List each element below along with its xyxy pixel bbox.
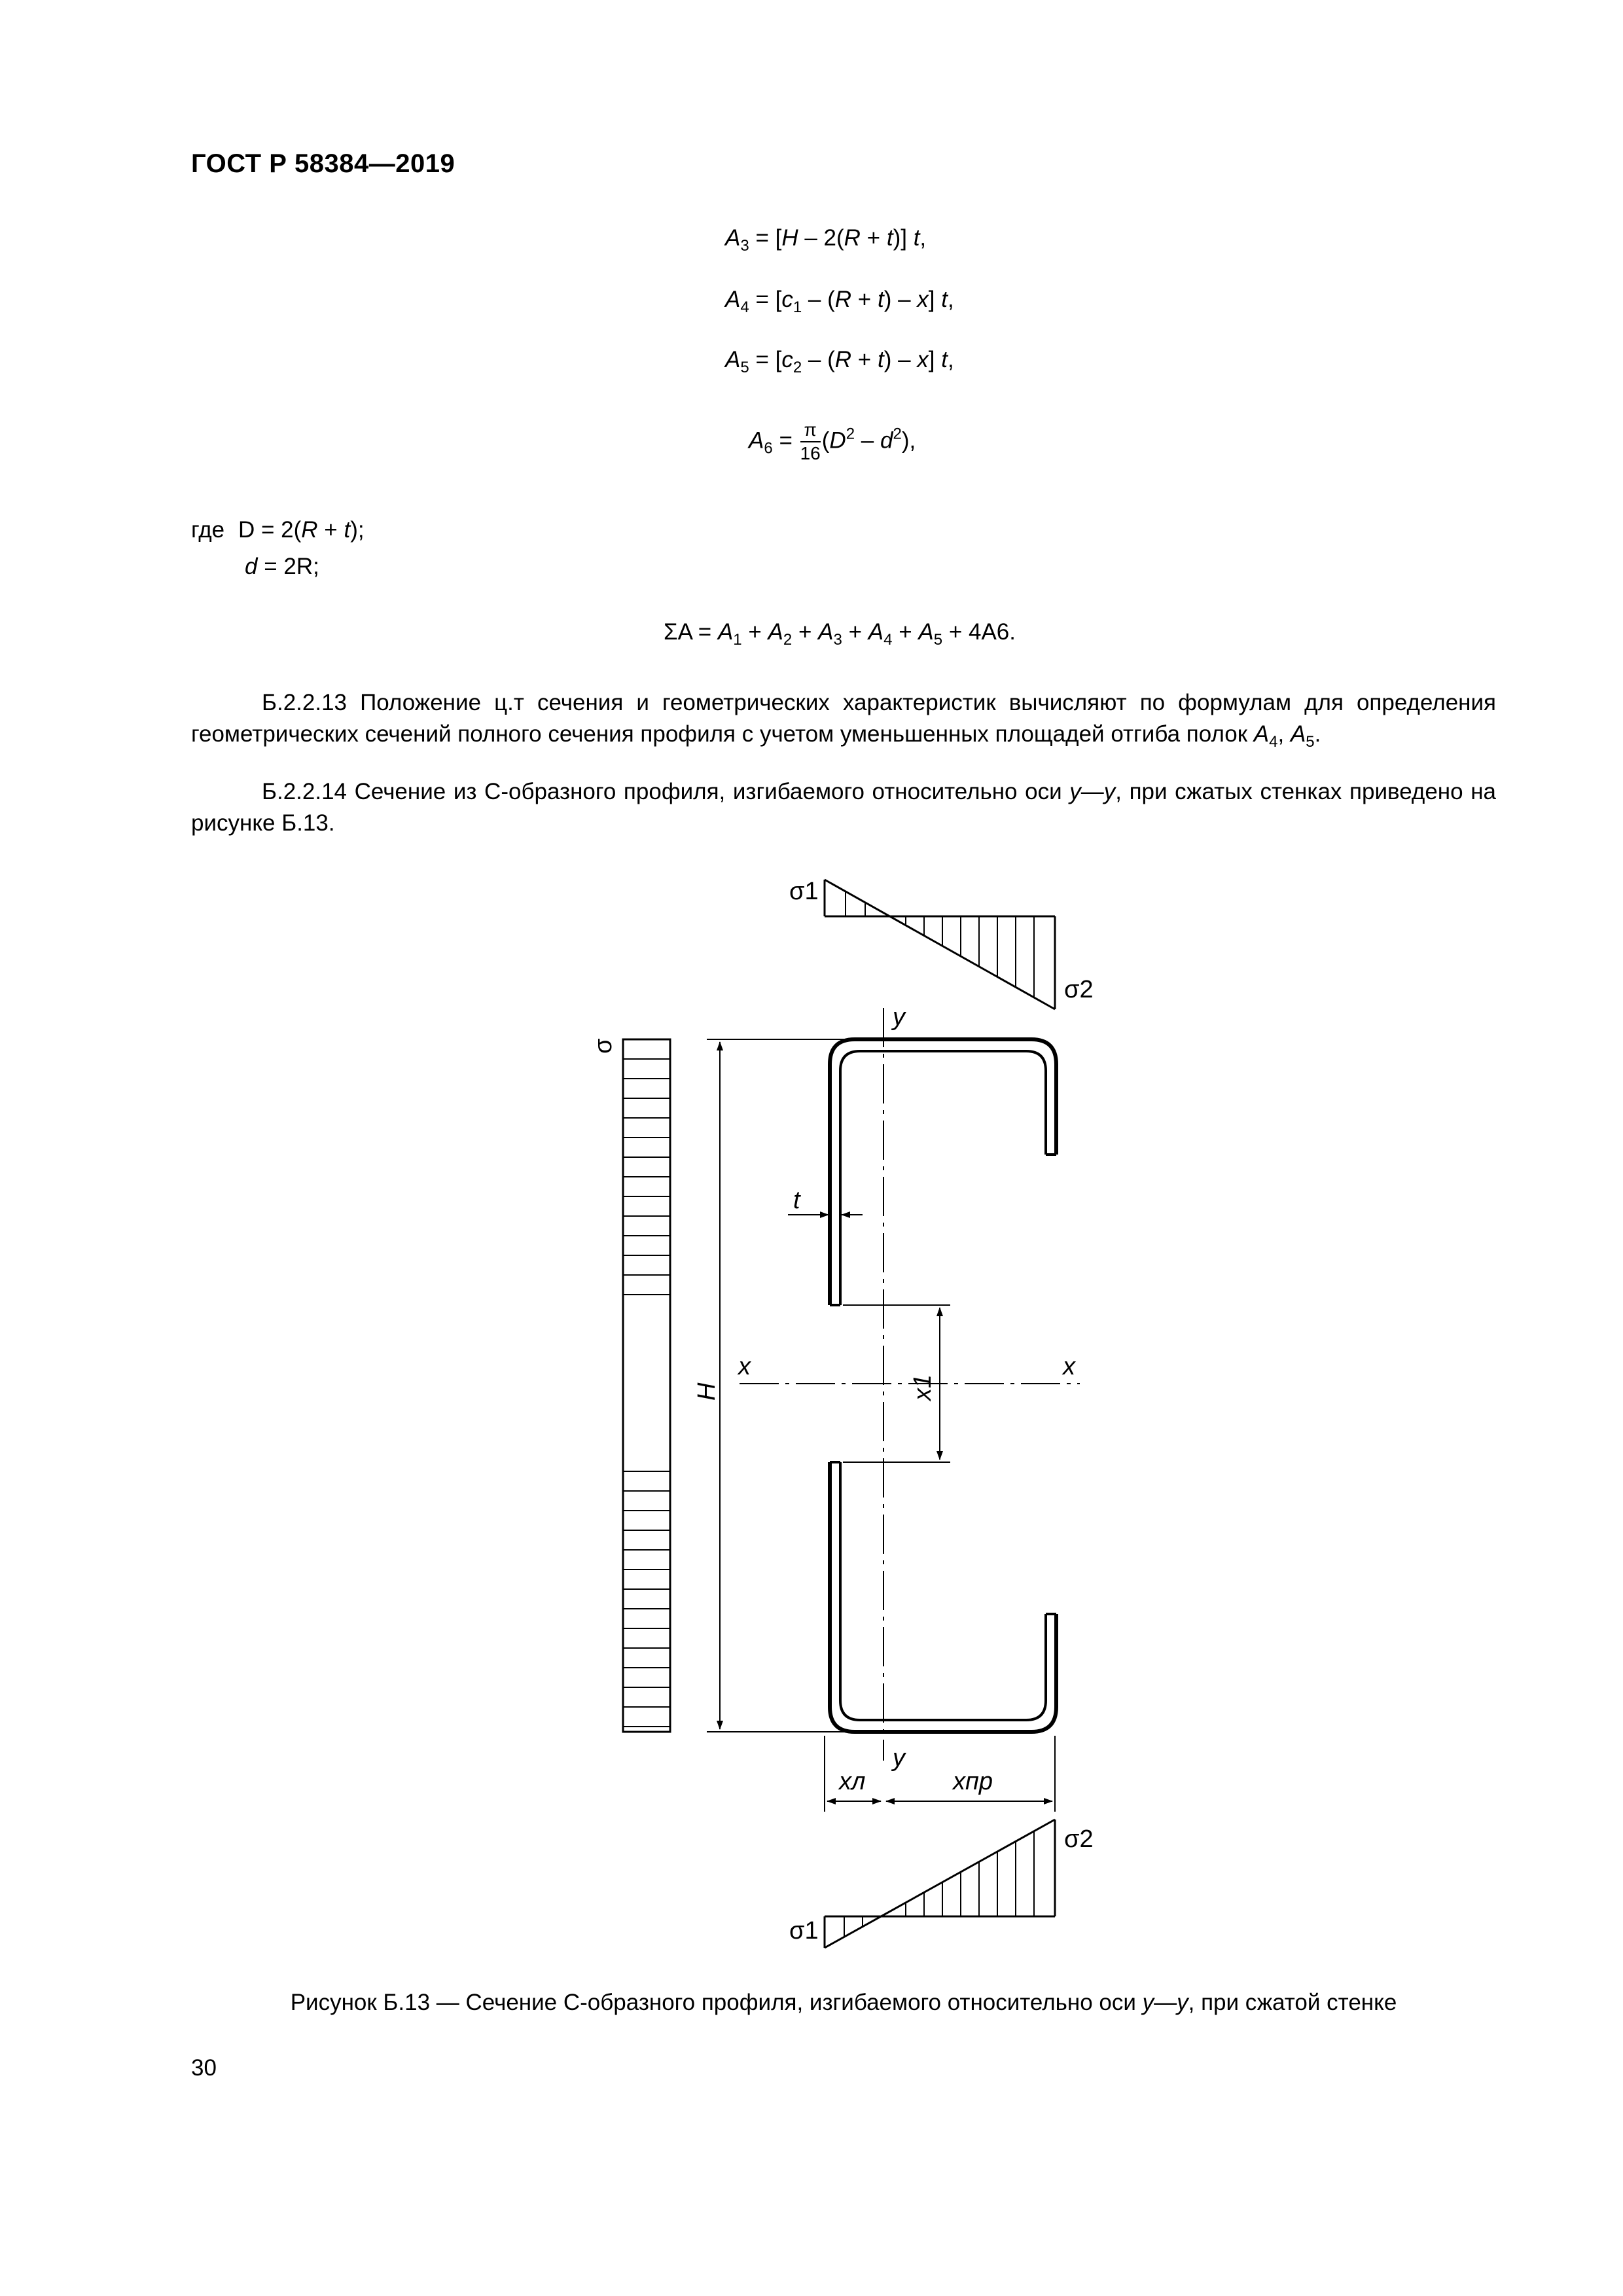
stress-bottom-slope	[825, 1820, 1055, 1948]
label-x-left: x	[738, 1353, 751, 1380]
formula-sum: $\Sigma A = A_1 + A_2 + A_3 + A_4 + A_5 + 4A6$.	[664, 619, 1016, 649]
label-x-right: x	[1063, 1353, 1075, 1380]
c-profile-top-half-inner	[840, 1051, 1046, 1305]
where-intro: где	[191, 517, 225, 543]
formula-a5: $A_5 = [c_2 - (R + t) - x]$ t,	[725, 347, 954, 376]
figure-caption: Рисунок Б.13 — Сечение С-образного профиля, изгибаемого относительно оси y—y, при сжатой стенке	[290, 1990, 1397, 2015]
stress-diagram-top	[825, 880, 1055, 1009]
c-profile-bottom-half-inner	[840, 1462, 1046, 1720]
label-sigma1-top: σ1	[789, 878, 819, 905]
label-x-l: xл	[839, 1768, 866, 1795]
paragraph-b2214: Б.2.2.14 Сечение из С-образного профиля, изгибаемого относительно оси y—y, при сжатых стенках приведено на рисунке Б.13.	[191, 779, 1496, 836]
label-sigma2-top: σ2	[1064, 976, 1094, 1003]
label-sigma-left: σ	[590, 1038, 617, 1054]
label-t: t	[793, 1187, 800, 1214]
page-number: 30	[191, 2055, 217, 2081]
label-x1: x1	[909, 1374, 936, 1401]
stress-diagram-left	[623, 1039, 670, 1732]
definition-d: d = 2R;	[245, 554, 319, 579]
formula-a3: $A_3 = [H - 2(R + t)]$ t,	[725, 225, 927, 255]
stress-top-slope	[825, 880, 1055, 1009]
c-profile-top-half-outer	[830, 1039, 1056, 1305]
label-sigma2-bottom: σ2	[1064, 1825, 1094, 1853]
dimension-H	[707, 1039, 890, 1732]
label-x-pr: xпр	[953, 1768, 993, 1795]
formula-a4: $A_4 = [c_1 - (R + t) - x]$ t,	[725, 287, 954, 316]
label-H: H	[693, 1382, 721, 1401]
definition-D: D = 2(R + t);	[238, 517, 365, 543]
stress-left-hatching	[623, 1059, 670, 1727]
fraction-pi-16: $\frac{\pi}{16}$	[800, 420, 821, 463]
stress-diagram-bottom	[825, 1820, 1055, 1948]
label-y-top: y	[893, 1003, 905, 1031]
paragraph-b2213: Б.2.2.13 Положение ц.т сечения и геометрических характеристик вычисляют по формулам для определения геометрических сечений полного сечения профиля с учетом уменьшенных площадей отгиба полок $A_4$, $A_5$.	[191, 690, 1496, 751]
document-header: ГОСТ Р 58384—2019	[191, 149, 455, 178]
label-sigma1-bottom: σ1	[789, 1917, 819, 1945]
c-profile-section	[830, 1039, 1056, 1732]
c-profile-bottom-half-outer	[830, 1462, 1056, 1732]
label-y-bottom: y	[893, 1744, 905, 1772]
formula-a6: $A_6$ = $\frac{\pi}{16}$ $(D^2 - d^2)$,	[749, 420, 916, 463]
